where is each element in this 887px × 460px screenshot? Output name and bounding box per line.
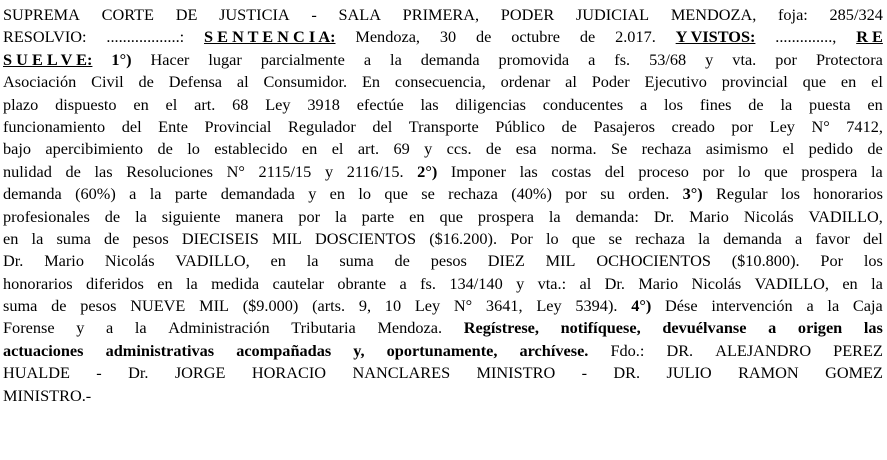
word: SUPREMA: [3, 5, 80, 24]
word: MIL: [271, 228, 302, 248]
word: por: [702, 161, 725, 181]
word: lugar: [208, 49, 242, 69]
word: y: [424, 139, 433, 159]
word: Mendoza,: [355, 27, 421, 47]
word: Poder: [591, 72, 630, 92]
word: -: [96, 363, 102, 383]
word: 134/140: [449, 273, 503, 293]
word: las: [863, 318, 883, 338]
word: fs.: [420, 273, 436, 293]
word: rechaza: [635, 228, 685, 248]
word: art.: [194, 94, 216, 114]
word: HUALDE: [3, 363, 70, 383]
word: octubre: [511, 27, 561, 47]
word: S U E L V E:: [3, 49, 93, 69]
word: Por: [820, 251, 844, 271]
word: plazo: [3, 94, 39, 114]
word: la: [31, 228, 44, 248]
word: OCHOCIENTOS: [596, 251, 711, 271]
word: la: [134, 318, 147, 338]
word: que: [384, 184, 408, 204]
word: Ley: [414, 296, 441, 316]
word: diligencias: [455, 94, 526, 114]
word: y: [308, 184, 317, 204]
word: Hacer: [150, 49, 190, 69]
word: a: [399, 273, 407, 293]
word: Protectora: [815, 49, 883, 69]
word: la: [306, 251, 319, 271]
word: su: [600, 184, 615, 204]
word: la: [871, 161, 883, 181]
word: pedido: [808, 139, 853, 159]
word: -: [581, 363, 588, 383]
word: en: [840, 72, 857, 92]
word: PODER: [500, 5, 555, 24]
word: SALA: [338, 5, 381, 24]
word: los: [664, 94, 684, 114]
word: ordenar: [500, 72, 551, 92]
word: lo: [358, 184, 372, 204]
word: 4°): [631, 296, 652, 316]
word: 10: [384, 296, 402, 316]
word: a: [768, 318, 777, 338]
word: a: [129, 184, 137, 204]
word: origen: [797, 318, 843, 338]
word: por: [775, 49, 797, 69]
word: 53/68: [649, 49, 687, 69]
word: Consumidor.: [263, 72, 348, 92]
word: la: [548, 206, 561, 226]
word: Dr.: [3, 251, 24, 271]
word: Y VISTOS:: [675, 27, 756, 47]
word: Dr.: [653, 206, 675, 226]
word: manera: [235, 206, 284, 226]
word: a: [106, 318, 114, 338]
word: a: [588, 49, 596, 69]
word: de: [561, 116, 577, 136]
word: 2115/15: [258, 161, 312, 181]
word: administrativas: [105, 340, 215, 360]
word: -: [311, 5, 317, 24]
word: al: [565, 72, 577, 92]
word: los: [863, 251, 883, 271]
word: proceso: [638, 161, 689, 181]
word: 68: [232, 94, 249, 114]
word: de: [157, 139, 173, 159]
word: MINISTRO: [476, 363, 556, 383]
word: MIL: [199, 296, 229, 316]
word: de: [748, 94, 764, 114]
word: Forense: [3, 318, 55, 338]
text-line: [3, 71, 883, 93]
word: Dr.: [128, 363, 149, 383]
word: intervención: [711, 296, 793, 316]
word: la: [827, 296, 840, 316]
word: DE: [175, 5, 198, 24]
word: que: [802, 72, 827, 92]
word: Mendoza.: [377, 318, 443, 338]
word: las: [519, 161, 538, 181]
word: Mario: [44, 251, 84, 271]
word: 2116/15.: [346, 161, 404, 181]
word: Transporte: [408, 116, 479, 136]
word: medida: [211, 273, 260, 293]
word: establecido: [214, 139, 288, 159]
word: que: [571, 228, 596, 248]
word: promovida: [498, 49, 570, 69]
word: acompañadas: [236, 340, 332, 360]
word: DOSCIENTOS: [315, 228, 417, 248]
word: honorarios: [3, 273, 73, 293]
word: y: [516, 273, 525, 293]
word: Ente: [158, 116, 188, 136]
word: rechaza: [641, 139, 692, 159]
word: foja:: [777, 5, 808, 24]
word: bajo: [3, 139, 32, 159]
sentence-document: [3, 4, 883, 407]
text-line: [3, 362, 883, 384]
word: R E: [856, 27, 883, 47]
word: 9,: [358, 296, 372, 316]
word: Defensa: [168, 72, 223, 92]
word: prospera: [801, 161, 858, 181]
word: de: [104, 206, 121, 226]
word: las: [420, 94, 439, 114]
word: PRIMERA,: [402, 5, 480, 24]
word: Público: [495, 116, 545, 136]
word: obrante: [337, 273, 387, 293]
word: fs.: [614, 49, 631, 69]
word: siguiente: [161, 206, 221, 226]
word: en: [270, 251, 286, 271]
word: GOMEZ: [825, 363, 883, 383]
word: DR.: [666, 340, 694, 360]
word: que: [764, 161, 788, 181]
word: el: [165, 94, 178, 114]
text-line: [3, 295, 883, 317]
text-line: [3, 273, 883, 295]
text-line: [3, 116, 883, 138]
word: en: [409, 206, 425, 226]
word: 2°): [417, 161, 438, 181]
word: las: [94, 161, 113, 181]
word: Regular: [716, 184, 768, 204]
word: en: [329, 184, 346, 204]
word: demanda: [723, 228, 782, 248]
word: Se: [610, 139, 628, 159]
word: en: [301, 139, 318, 159]
word: de: [104, 228, 120, 248]
word: conducentes: [542, 94, 624, 114]
word: al: [579, 273, 592, 293]
word: la: [780, 94, 793, 114]
word: prospera: [477, 206, 534, 226]
text-line: [3, 206, 883, 228]
word: norma.: [550, 139, 597, 159]
word: JUDICIAL: [575, 5, 650, 24]
word: consecuencia,: [394, 72, 486, 92]
word: parte: [174, 184, 208, 204]
word: en: [133, 94, 149, 114]
word: 7412,: [846, 116, 883, 136]
word: Provincial: [204, 116, 272, 136]
word: Ley: [536, 296, 562, 316]
word: ..............,: [775, 27, 837, 47]
word: VADILLO,: [754, 273, 829, 293]
word: funcionamiento: [3, 116, 106, 136]
word: parcialmente: [260, 49, 345, 69]
word: VADILLO,: [808, 206, 883, 226]
word: costas: [551, 161, 592, 181]
word: de: [485, 139, 502, 159]
word: Fdo.:: [610, 340, 645, 360]
word: rechaza: [448, 184, 498, 204]
word: lo: [737, 161, 751, 181]
word: del: [372, 116, 393, 136]
word: cautelar: [272, 273, 324, 293]
word: Pasajeros: [593, 116, 655, 136]
word: al: [236, 72, 249, 92]
word: suma: [56, 228, 91, 248]
word: en: [842, 273, 858, 293]
word: MENDOZA,: [670, 5, 757, 24]
word: la: [149, 184, 162, 204]
word: ccs.: [446, 139, 472, 159]
word: DR.: [613, 363, 641, 383]
word: suma: [339, 251, 374, 271]
word: PEREZ: [833, 340, 883, 360]
word: demandada: [220, 184, 295, 204]
word: Nicolás: [743, 206, 794, 226]
word: HORACIO: [251, 363, 327, 383]
word: efectúe: [356, 94, 404, 114]
word: archívese.: [519, 340, 589, 360]
word: el: [871, 72, 883, 92]
word: y: [324, 161, 334, 181]
word: la: [871, 273, 883, 293]
word: MINISTRO.-: [3, 385, 92, 405]
word: ALEJANDRO: [715, 340, 812, 360]
word: demanda: [3, 184, 62, 204]
word: En: [361, 72, 381, 92]
word: asimismo: [705, 139, 769, 159]
word: ($10.800).: [731, 251, 800, 271]
word: N°: [453, 296, 473, 316]
word: demanda: [420, 49, 480, 69]
word: a: [639, 94, 648, 114]
word: del: [604, 161, 625, 181]
word: apercibimiento: [45, 139, 144, 159]
word: NANCLARES: [352, 363, 451, 383]
word: profesionales: [3, 206, 90, 226]
text-line: [3, 228, 883, 250]
word: notifíquese,: [560, 318, 641, 338]
word: Mario: [638, 273, 679, 293]
word: RAMON: [738, 363, 799, 383]
word: el: [331, 139, 344, 159]
word: JORGE: [174, 363, 226, 383]
word: pesos: [132, 228, 169, 248]
word: Por: [510, 228, 533, 248]
word: NUEVE: [130, 296, 186, 316]
word: por: [565, 184, 587, 204]
word: Mario: [689, 206, 729, 226]
word: Resoluciones: [126, 161, 214, 181]
word: provincial: [721, 72, 788, 92]
word: de: [579, 27, 596, 47]
text-line: [3, 250, 883, 272]
word: Regístrese,: [463, 318, 539, 338]
word: de: [51, 296, 67, 316]
word: que: [439, 206, 463, 226]
text-line: [3, 26, 883, 48]
word: Civil: [91, 72, 124, 92]
word: ..................:: [106, 27, 185, 47]
word: VADILLO,: [175, 251, 250, 271]
word: Imponer: [450, 161, 507, 181]
word: favor: [815, 228, 850, 248]
word: oportunamente,: [386, 340, 498, 360]
word: pesos: [80, 296, 117, 316]
word: S E N T E N C I A:: [204, 27, 336, 47]
word: Ejecutivo: [644, 72, 707, 92]
word: por: [298, 206, 321, 226]
word: Dése: [665, 296, 698, 316]
word: ($16.200).: [429, 228, 498, 248]
word: 30: [439, 27, 457, 47]
word: diferidos: [86, 273, 144, 293]
word: Tributaria: [291, 318, 356, 338]
word: la: [698, 228, 710, 248]
word: del: [862, 228, 883, 248]
word: lo: [187, 139, 200, 159]
word: Asociación: [3, 72, 77, 92]
word: 69: [393, 139, 410, 159]
word: esa: [515, 139, 537, 159]
text-line: [3, 385, 883, 407]
word: lo: [546, 228, 559, 248]
word: por: [731, 116, 754, 136]
word: Caja: [852, 296, 883, 316]
word: honorarios: [813, 184, 883, 204]
word: JULIO: [666, 363, 712, 383]
word: se: [608, 228, 623, 248]
word: 3918: [307, 94, 340, 114]
word: de: [138, 72, 154, 92]
word: la: [334, 206, 347, 226]
text-line: [3, 183, 883, 205]
word: (60%): [75, 184, 116, 204]
word: y,: [353, 340, 365, 360]
word: 5394).: [575, 296, 618, 316]
word: 285/324: [829, 5, 883, 24]
word: la: [390, 49, 402, 69]
word: 3°): [682, 184, 703, 204]
word: parte: [361, 206, 395, 226]
word: a: [806, 296, 814, 316]
word: devuélvanse: [662, 318, 747, 338]
text-line: [3, 49, 883, 71]
word: Ley: [265, 94, 291, 114]
word: demanda:: [575, 206, 639, 226]
word: y: [705, 49, 714, 69]
word: ($9.000): [242, 296, 299, 316]
word: 3641,: [485, 296, 523, 316]
word: en: [157, 273, 173, 293]
word: (arts.: [312, 296, 346, 316]
word: de: [394, 251, 410, 271]
word: a: [363, 49, 372, 69]
word: puesta: [808, 94, 851, 114]
word: DIEZ: [487, 251, 525, 271]
word: la: [186, 273, 198, 293]
word: dispuesto: [55, 94, 117, 114]
text-line: [3, 340, 883, 362]
word: Dr.: [604, 273, 625, 293]
word: de: [867, 139, 883, 159]
text-line: [3, 94, 883, 116]
text-line: [3, 317, 883, 339]
word: actuaciones: [3, 340, 84, 360]
word: MIL: [545, 251, 576, 271]
word: Regulador: [287, 116, 356, 136]
word: los: [780, 184, 800, 204]
word: 2.017.: [615, 27, 656, 47]
text-line: [3, 138, 883, 160]
word: Administración: [168, 318, 270, 338]
word: vta.:: [537, 273, 567, 293]
word: pesos: [430, 251, 467, 271]
word: RESOLVIO:: [3, 27, 87, 47]
word: JUSTICIA: [219, 5, 290, 24]
word: la: [135, 206, 147, 226]
word: (40%): [511, 184, 552, 204]
word: Nicolás: [691, 273, 742, 293]
word: fines: [699, 94, 732, 114]
word: 1°): [111, 49, 132, 69]
word: en: [867, 94, 883, 114]
word: creado: [671, 116, 715, 136]
word: de: [65, 161, 81, 181]
word: Nicolás: [104, 251, 155, 271]
word: el: [782, 139, 795, 159]
word: del: [121, 116, 142, 136]
word: DIECISEIS: [181, 228, 259, 248]
word: se: [421, 184, 435, 204]
word: a: [795, 228, 803, 248]
word: y: [76, 318, 85, 338]
word: nulidad: [3, 161, 52, 181]
word: N°: [226, 161, 245, 181]
word: de: [475, 27, 492, 47]
text-line: [3, 161, 883, 183]
word: orden.: [628, 184, 670, 204]
word: en: [3, 228, 19, 248]
word: suma: [3, 296, 38, 316]
word: N°: [811, 116, 830, 136]
word: CORTE: [101, 5, 154, 24]
word: art.: [357, 139, 380, 159]
word: vta.: [732, 49, 757, 69]
text-line: [3, 4, 883, 26]
word: Ley: [769, 116, 795, 136]
